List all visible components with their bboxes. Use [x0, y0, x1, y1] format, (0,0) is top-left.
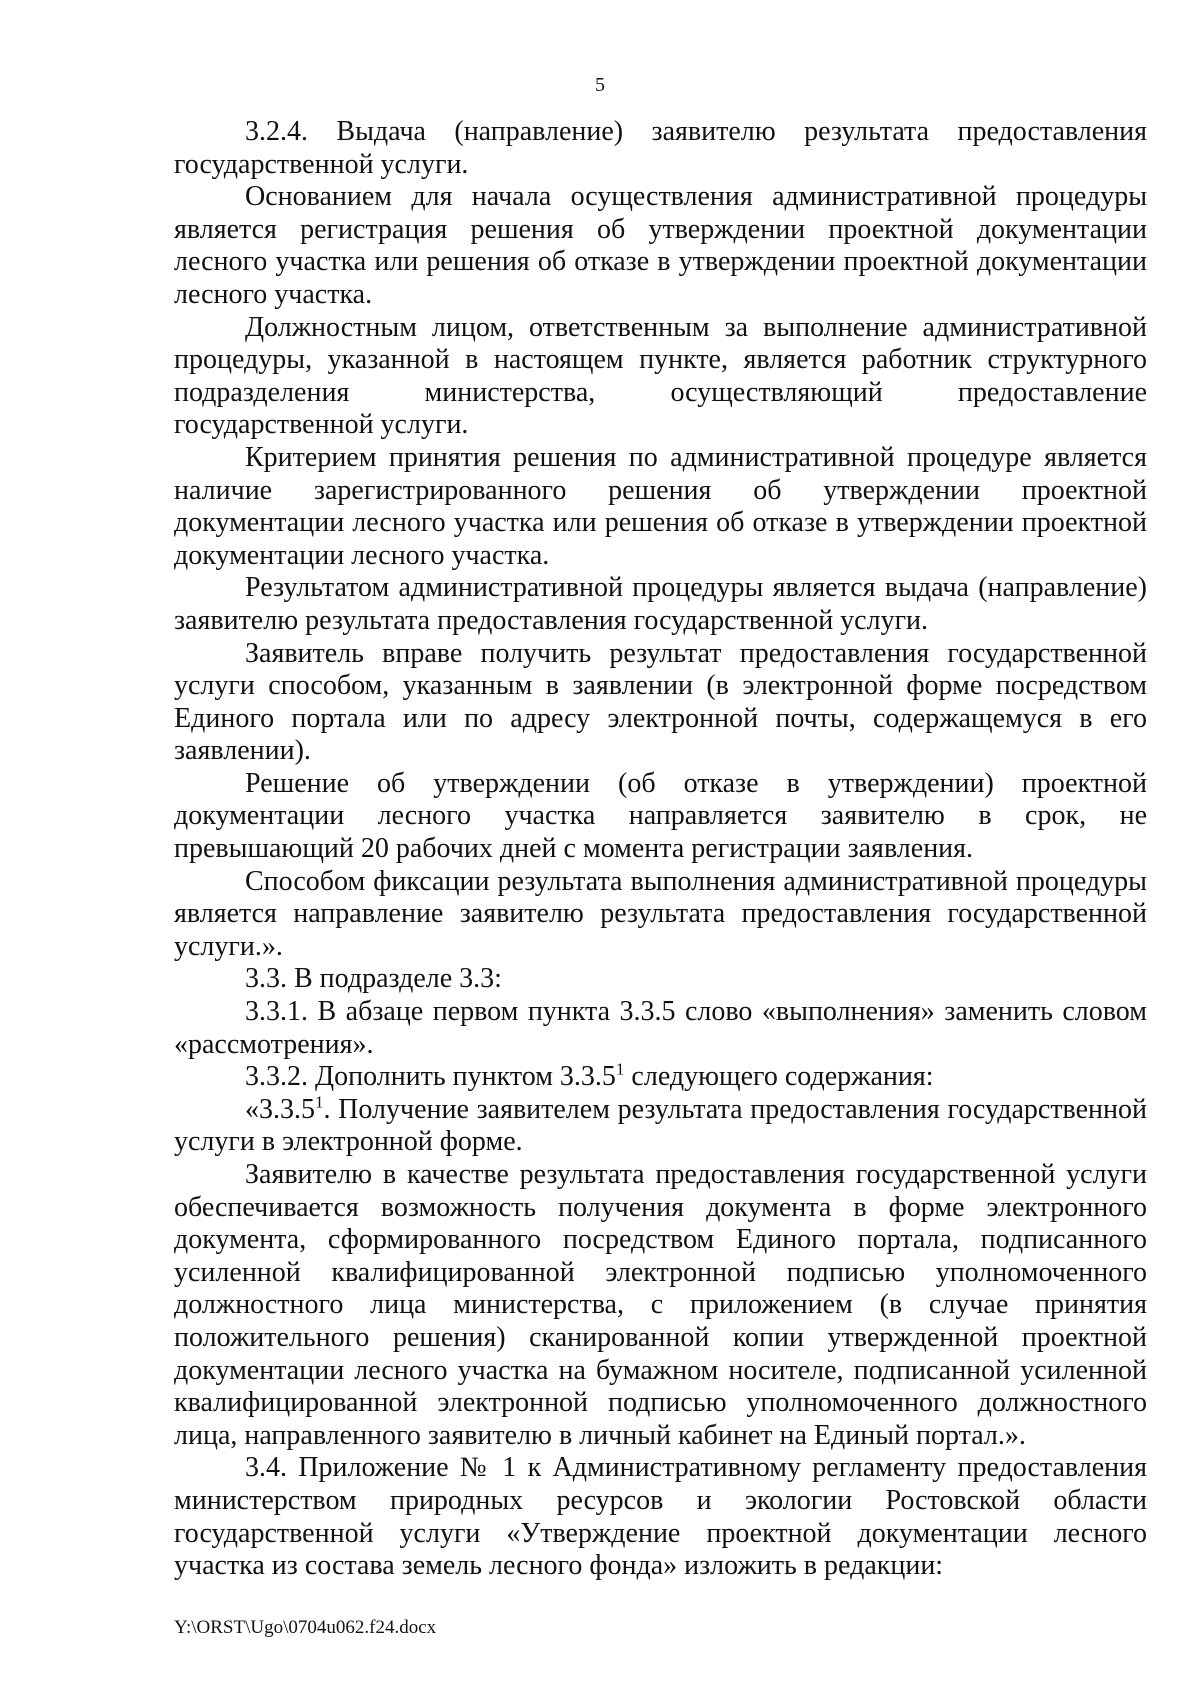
- paragraph-decision-criterion: Критерием принятия решения по административной процедуре является наличие зарегистрированного решения об утверждении проектной документации лесного участка или решения об отказе в утверждении проектной документации лесного участка.: [174, 441, 1147, 571]
- paragraph-procedure-result: Результатом административной процедуры является выдача (направление) заявителю результата предоставления государственной услуги.: [174, 572, 1147, 636]
- paragraph-3-3: 3.3. В подразделе 3.3:: [245, 963, 502, 995]
- paragraph-fixation-method: Способом фиксации результата выполнения административной процедуры является направление заявителю результата предоставления государственной услуги.».: [174, 865, 1147, 962]
- text-segment: 3.3.2. Дополнить пунктом 3.3.5: [245, 1061, 616, 1093]
- paragraph-responsible-official: Должностным лицом, ответственным за выполнение административной процедуры, указанной в настоящем пункте, является работник структурного подразделения министерства, осуществляющий предоставление государственной услуги.: [174, 311, 1147, 441]
- paragraph-decision-deadline: Решение об утверждении (об отказе в утверждении) проектной документации лесного участка направляется заявителю в срок, не превышающий 20 рабочих дней с момента регистрации заявления.: [174, 767, 1147, 865]
- text-segment: . Получение заявителем результата предоставления государственной услуги в электронной форме.: [174, 1093, 1147, 1158]
- paragraph-applicant-right: Заявитель вправе получить результат предоставления государственной услуги способом, указанным в заявлении (в электронной форме посредством Единого портала или по адресу электронной почты, содержащемуся в его заявлении).: [174, 637, 1147, 767]
- paragraph-3-2-4: 3.2.4. Выдача (направление) заявителю результата предоставления государственной услуги.: [174, 116, 1147, 180]
- superscript: 1: [315, 1092, 324, 1112]
- document-body: [174, 116, 1147, 1583]
- paragraph-3-3-1: 3.3.1. В абзаце первом пункта 3.3.5 слово «выполнения» заменить словом «рассмотрения».: [174, 996, 1147, 1060]
- footer-file-path: Y:\ORST\Ugo\0704u062.f24.docx: [174, 1617, 437, 1638]
- paragraph-3-3-2: [174, 1061, 1147, 1094]
- text-segment: «3.3.5: [245, 1093, 315, 1125]
- paragraph-basis: Основанием для начала осуществления административной процедуры является регистрация решения об утверждении проектной документации лесного участка или решения об отказе в утверждении проектной документации лесного участка.: [174, 181, 1147, 310]
- paragraph-3-4: 3.4. Приложение № 1 к Административному регламенту предоставления министерством природных ресурсов и экологии Ростовской области государственной услуги «Утверждение проектной документации лесного участка из состава земель лесного фонда» изложить в редакции:: [174, 1452, 1147, 1582]
- paragraph-electronic-result: Заявителю в качестве результата предоставления государственной услуги обеспечивается возможность получения документа в форме электронного документа, сформированного посредством Единого портала, подписанного усиленной квалифицированной электронной подписью уполномоченного должностного лица министерства, с приложением (в случае принятия положительного решения) сканированной копии утвержденной проектной документации лесного участка на бумажном носителе, подписанной усиленной квалифицированной электронной подписью уполномоченного должностного лица, направленного заявителю в личный кабинет на Единый портал.».: [174, 1159, 1147, 1451]
- page-number: 5: [595, 74, 605, 96]
- paragraph-3-3-5-1: [174, 1094, 1147, 1159]
- text-segment: следующего содержания:: [624, 1061, 934, 1093]
- superscript: 1: [615, 1059, 625, 1079]
